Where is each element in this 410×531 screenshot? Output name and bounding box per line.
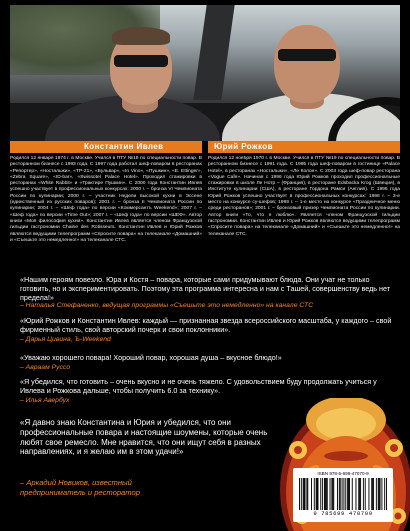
quote-author: – Илья Авербух [20, 397, 70, 404]
barcode-bar [342, 478, 343, 510]
barcode-bar [324, 478, 325, 510]
barcode-bars [299, 478, 387, 510]
barcode-bar [339, 478, 340, 510]
barcode-bar [360, 478, 361, 510]
photo-car-pillar [193, 5, 234, 100]
barcode-bar [371, 478, 372, 510]
author-bio-ivlev: Родился 12 января 1974 г. в Москве. Учился в ПТУ №19 по специальности повар. В ресторанном бизнесе с 1993 года. С 1997 года работал шеф-поваром в ресторанах «Репортер», «Ностальжи», «ТР-21», «Бульвар», «In Vino», «Пушкин», «E. Ettinger», «Zebra Square», «ID-bar», «Swissotel Palace Hotel». Проходил стажировки в ресторанах «White Rabbit» и «Трактире Пушкин». С 2000 года Константин Ивлев успешно участвует в профессиональных конкурсах: 2000 г. – бронза VI Чемпионата России по кулинарии; 2000 г. – участник Недели высокой кухни в Эссене (единственный из русских поваров); 2001 г. – бронза II Чемпионата России по кулинарии; 2004 г. – «Шеф года» по версии «Коммерсантъ Weekend»; 2007 г. – «Шеф года» по версии «Time Out»; 2007 г. – «Шеф года» по версии «ШЕФ». Автор книги «Моя философия кухни». Константин Ивлев является членом Французской гильдии гастрономии Chaine des Rotisseurs. Константин Ивлев и Юрий Рожков являются ведущими телепрограмм «Спросите повара» на телеканале «Домашний» и «Съешьте это немедленно!» на телеканале СТС. [10, 156, 202, 243]
quote-text: «Я давно знаю Константина и Юрия и убедился, что они профессиональные повара и настоящие шоумены, которые очень любят свое ремесло. Мне нравится, что они ищут себя в разных направлениях, и я желаю им в этом удачи!» [20, 418, 268, 457]
barcode-bar [384, 478, 385, 510]
barcode-bar [348, 478, 349, 510]
barcode-bar [299, 478, 300, 510]
barcode-bar [386, 478, 387, 510]
quote-text: «Нашим героям повезло. Юра и Костя – повара, которые сами придумывают блюда. Они учат не только готовить, но и экспериментировать. Поэтому эта программа интересна и нам с Ташей, совершенству ведь нет предела!» [20, 275, 391, 302]
barcode-bar [379, 478, 380, 510]
barcode-label [293, 468, 393, 522]
barcode-bar [303, 478, 304, 510]
barcode-bar [307, 478, 308, 510]
barcode-bar [311, 478, 312, 510]
author-name-rozhkov: Юрий Рожков [208, 141, 400, 153]
quote-author: – Дарья Цивина, Ъ-Weekend [20, 336, 111, 343]
barcode-bar [322, 478, 323, 510]
barcode-bar [333, 478, 334, 510]
barcode-bar [306, 478, 307, 510]
barcode-bar [326, 478, 327, 510]
photo-person-right-sunglasses [278, 49, 336, 61]
barcode-bar [327, 478, 328, 510]
barcode-bar [359, 478, 360, 510]
barcode-bar [358, 478, 359, 510]
barcode-bar [330, 478, 331, 510]
barcode-bar [316, 478, 317, 510]
cover-photo [10, 5, 400, 141]
barcode-bar [332, 478, 333, 510]
barcode-bar [372, 478, 373, 510]
barcode-bar [320, 478, 321, 510]
barcode-bar [363, 478, 364, 510]
barcode-bar [352, 478, 353, 510]
barcode-bar [347, 478, 348, 510]
quote-author: – Наталья Стефаненко, ведущая программы «Съешьте это немедленно» на канале СТС [20, 302, 314, 309]
barcode-bar [301, 478, 302, 510]
barcode-bar [356, 478, 357, 510]
barcode-bar [345, 478, 346, 510]
author-name-ivlev: Константин Ивлев [10, 141, 202, 153]
quote-author: – Авраам Руссо [20, 364, 71, 371]
barcode-number: 9 785699 470709 [313, 510, 373, 517]
barcode-bar [318, 478, 319, 510]
quote-text: «Я убедился, что готовить – очень вкусно и не очень тяжело. С удовольствием буду продолжать учиться у Ивлева и Рожкова дальше, чтобы получить 6.0 за технику». [20, 377, 377, 395]
barcode-bar [381, 478, 382, 510]
quote-text: «Юрий Рожков и Константин Ивлев: каждый — признанная звезда всероссийского масштаба, у каждого – свой фирменный стиль, свой авторский почерк и свои поклонники». [20, 316, 392, 334]
quote-text: «Уважаю хорошего повара! Хороший повар, хорошая душа – вкусное блюдо!» [20, 353, 282, 362]
barcode-bar [380, 478, 381, 510]
photo-person-left-sunglasses [114, 55, 168, 67]
barcode-bar [376, 478, 377, 510]
photo-person-left-hair [112, 27, 170, 45]
barcode-bar [325, 478, 326, 510]
author-bio-rozhkov: Родился 12 ноября 1970 г. в Москве. Учился в ПТУ №19 по специальности повар. В ресторанном бизнесе с 1991 года. С 1995 года шеф-поваром в гостинице «Palace Hotel», в ресторанах «Ностальжи», «Ле Колон». С 2003 года шеф-повар ресторана «Vogue Cafe». Начиная с 1996 года Юрий Рожков проходил профессиональные стажировки в школе Ле Нотр – (Франция), в ресторане Edsbacka Krog (Швеция), в Институте кулинарии (США), в ресторане Гордона Рамси (Англия). С 1996 года Юрий Рожков успешно участвует в профессиональных конкурсах: 1996 г. – 3-е место на конкурсе су-шефов; 1999 г. – 1-е место на конкурсе «Праздничное меню среди ресторанов»; 2001 г. – бронзовый призер Чемпионата России по кулинарии. Автор книги «То, что я люблю». Является членом Французской гильдии гастрономии. Константин Ивлев и Юрий Рожков являются ведущими телепрограмм «Спросите повара» на телеканале «Домашний» и «Съешьте это немедленно!» на телеканале СТС. [208, 156, 400, 237]
barcode-bar [331, 478, 332, 510]
barcode-bar [304, 478, 305, 510]
barcode-bar [378, 478, 379, 510]
photo-person-right-head [274, 25, 340, 103]
barcode-bar [368, 478, 369, 510]
quote-author: – Аркадий Новиков, известный предприниматель и ресторатор [20, 478, 140, 497]
barcode-bar [340, 478, 341, 510]
barcode-bar [373, 478, 374, 510]
barcode-bar [314, 478, 315, 510]
barcode-bar [365, 478, 366, 510]
barcode-bar [349, 478, 350, 510]
barcode-bar [305, 478, 306, 510]
barcode-bar [343, 478, 344, 510]
barcode-bar [337, 478, 338, 510]
isbn-text: ISBN 978-5-699-47070-9 [317, 471, 369, 476]
barcode-bar [317, 478, 318, 510]
